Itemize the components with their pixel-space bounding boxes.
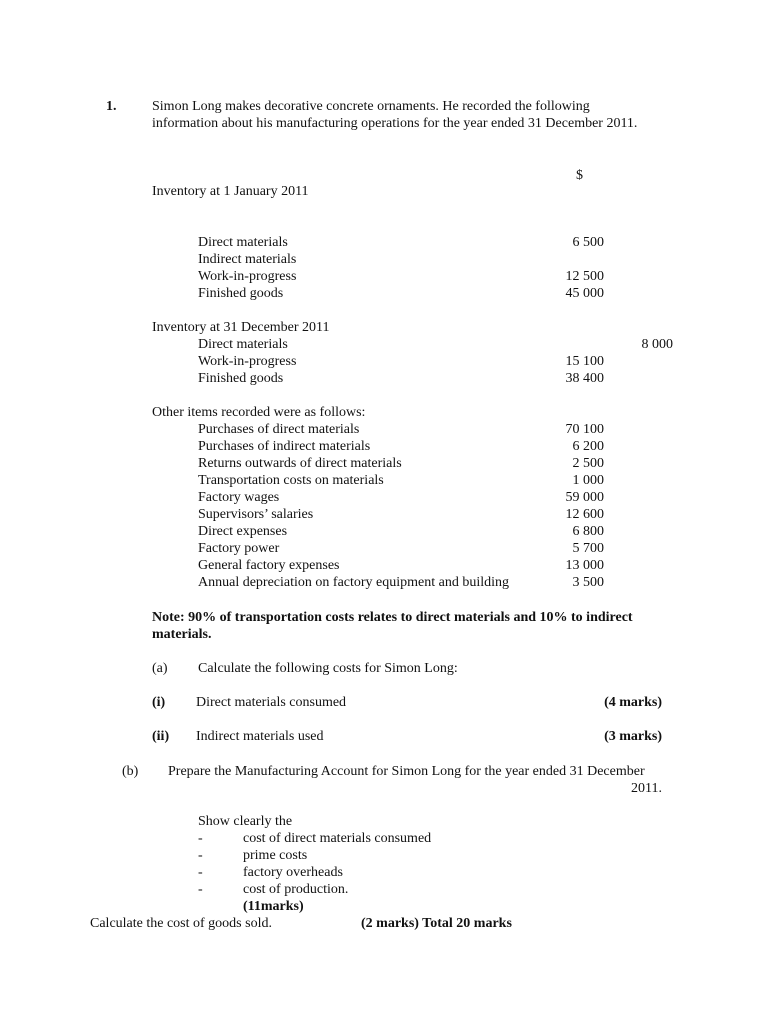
- closing-item-label: Finished goods: [198, 371, 284, 386]
- intro-line-2: information about his manufacturing operations for the year ended 31 December 2011.: [152, 116, 638, 131]
- closing-item-label: Direct materials: [198, 337, 288, 352]
- other-item-label: General factory expenses: [198, 558, 340, 573]
- other-item-value: 6 200: [572, 439, 604, 454]
- bullet-dash: -: [198, 831, 203, 846]
- part-b-marks: (11marks): [243, 899, 304, 914]
- part-b-line-1: Prepare the Manufacturing Account for Simon Long for the year ended 31 December: [168, 764, 645, 779]
- final-text: Calculate the cost of goods sold.: [90, 916, 272, 931]
- other-item-label: Factory wages: [198, 490, 280, 505]
- opening-item-value: 45 000: [565, 286, 604, 301]
- other-item-label: Factory power: [198, 541, 280, 556]
- other-item-value: 2 500: [572, 456, 604, 471]
- other-item-label: Transportation costs on materials: [198, 473, 384, 488]
- other-item-label: Returns outwards of direct materials: [198, 456, 402, 471]
- bullet-item: cost of direct materials consumed: [243, 831, 432, 846]
- subpart-i-text: Direct materials consumed: [196, 695, 347, 710]
- other-item-value: 12 600: [565, 507, 604, 522]
- part-b-line-2: 2011.: [631, 781, 662, 796]
- subpart-ii-text: Indirect materials used: [196, 729, 324, 744]
- opening-item-value: 6 500: [572, 235, 604, 250]
- note-line-2: materials.: [152, 627, 212, 642]
- other-item-value: 3 500: [572, 575, 604, 590]
- note-line-1: Note: 90% of transportation costs relates to direct materials and 10% to indirect: [152, 610, 633, 625]
- other-items-heading: Other items recorded were as follows:: [152, 405, 366, 420]
- subpart-i-marks: (4 marks): [604, 695, 662, 710]
- closing-item-value: 15 100: [565, 354, 604, 369]
- other-item-label: Supervisors’ salaries: [198, 507, 314, 522]
- closing-item-value: 38 400: [565, 371, 604, 386]
- subpart-ii-marks: (3 marks): [604, 729, 662, 744]
- other-item-value: 6 800: [572, 524, 604, 539]
- other-item-label: Direct expenses: [198, 524, 288, 539]
- opening-item-label: Finished goods: [198, 286, 284, 301]
- show-heading: Show clearly the: [198, 814, 293, 829]
- bullet-item: cost of production.: [243, 882, 349, 897]
- bullet-item: factory overheads: [243, 865, 343, 880]
- currency-header: $: [576, 168, 583, 183]
- part-b-label: (b): [122, 764, 139, 779]
- closing-item-label: Work-in-progress: [198, 354, 297, 369]
- question-number: 1.: [106, 99, 117, 114]
- other-item-value: 70 100: [565, 422, 604, 437]
- bullet-item: prime costs: [243, 848, 308, 863]
- bullet-dash: -: [198, 865, 203, 880]
- other-item-label: Purchases of direct materials: [198, 422, 360, 437]
- other-item-label: Purchases of indirect materials: [198, 439, 371, 454]
- final-marks: (2 marks) Total 20 marks: [361, 916, 512, 931]
- bullet-dash: -: [198, 848, 203, 863]
- opening-item-label: Direct materials: [198, 235, 288, 250]
- other-item-label: Annual depreciation on factory equipment and building: [198, 575, 510, 590]
- part-a-label: (a): [152, 661, 168, 676]
- subpart-ii-label: (ii): [152, 729, 170, 744]
- subpart-i-label: (i): [152, 695, 166, 710]
- closing-inventory-heading: Inventory at 31 December 2011: [152, 320, 330, 335]
- opening-item-label: Indirect materials: [198, 252, 297, 267]
- intro-line-1: Simon Long makes decorative concrete ornaments. He recorded the following: [152, 99, 590, 114]
- other-item-value: 59 000: [565, 490, 604, 505]
- opening-item-value: 12 500: [565, 269, 604, 284]
- opening-item-label: Work-in-progress: [198, 269, 297, 284]
- opening-inventory-heading: Inventory at 1 January 2011: [152, 184, 309, 199]
- part-a-text: Calculate the following costs for Simon Long:: [198, 661, 458, 676]
- other-item-value: 1 000: [572, 473, 604, 488]
- closing-item-value: 8 000: [641, 337, 673, 352]
- other-item-value: 13 000: [565, 558, 604, 573]
- bullet-dash: -: [198, 882, 203, 897]
- other-item-value: 5 700: [572, 541, 604, 556]
